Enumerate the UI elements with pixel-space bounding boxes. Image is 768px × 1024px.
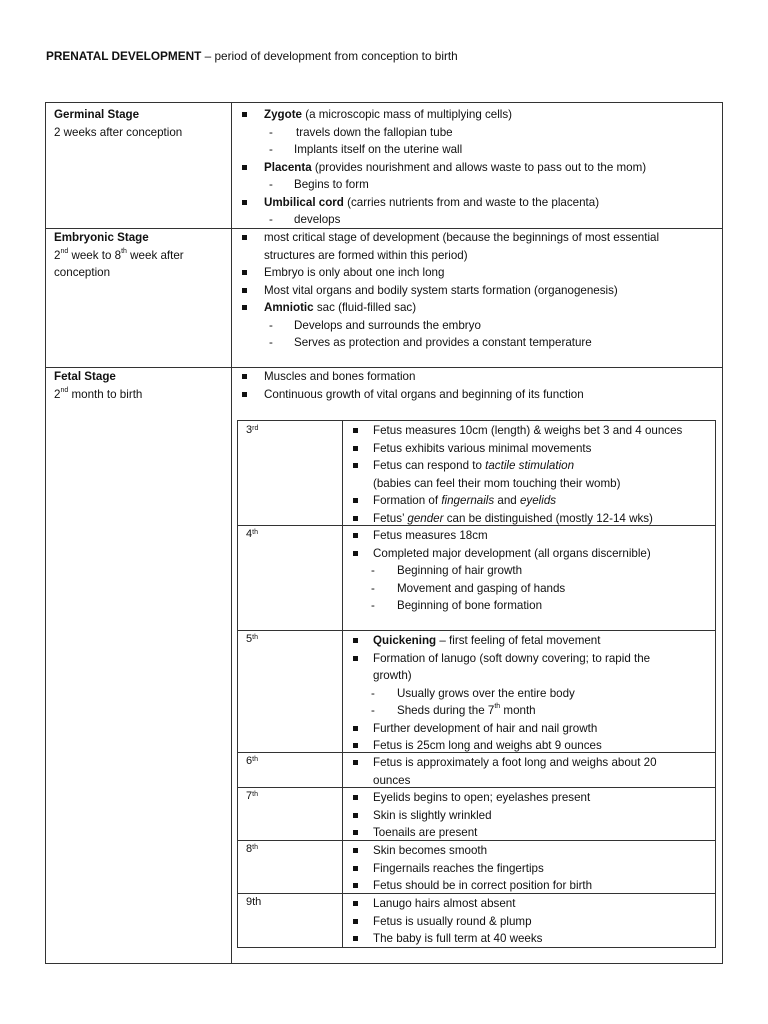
month-5-content <box>349 632 711 755</box>
bullet-icon <box>353 463 358 468</box>
list-item: - Movement and gasping of hands <box>349 580 711 598</box>
list-item: Fetus is 25cm long and weighs abt 9 ounces <box>349 737 711 755</box>
germinal-stage-content <box>242 106 712 229</box>
list-item-continuation: (babies can feel their mom touching their womb) <box>373 476 621 490</box>
list-item: - Implants itself on the uterine wall <box>242 141 712 159</box>
bullet-icon <box>353 901 358 906</box>
list-item: - travels down the fallopian tube <box>242 124 712 142</box>
bullet-icon <box>353 533 358 538</box>
list-item: Toenails are present <box>349 824 711 842</box>
bullet-icon <box>353 428 358 433</box>
embryonic-name: Embryonic Stage <box>54 231 149 244</box>
list-item: - develops <box>242 211 712 229</box>
list-item: most critical stage of development (because the beginnings of most essential <box>242 229 712 247</box>
bullet-icon <box>353 656 358 661</box>
list-item: Most vital organs and bodily system starts formation (organogenesis) <box>242 282 712 300</box>
title-bold: PRENATAL DEVELOPMENT <box>46 49 202 63</box>
list-item-continuation: ounces <box>373 773 411 787</box>
list-item: - Begins to form <box>242 176 712 194</box>
month-8-label: 8th <box>246 843 258 855</box>
list-item: Formation of fingernails and eyelids <box>349 492 711 510</box>
bullet-icon <box>242 288 247 293</box>
list-item: Continuous growth of vital organs and beginning of its function <box>242 386 712 404</box>
list-item: Zygote (a microscopic mass of multiplying cells) <box>242 106 712 124</box>
list-item: - Beginning of hair growth <box>349 562 711 580</box>
stages-table <box>45 102 723 964</box>
month-7-label: 7th <box>246 790 258 802</box>
list-item: Eyelids begins to open; eyelashes present <box>349 789 711 807</box>
list-item: Further development of hair and nail growth <box>349 720 711 738</box>
month-row-divider <box>238 630 715 631</box>
bullet-icon <box>353 883 358 888</box>
list-item: Fetus measures 10cm (length) & weighs bet 3 and 4 ounces <box>349 422 711 440</box>
document-title <box>46 49 458 63</box>
list-item: Skin becomes smooth <box>349 842 711 860</box>
bullet-icon <box>242 270 247 275</box>
list-item: Fetus measures 18cm <box>349 527 711 545</box>
list-item: Fingernails reaches the fingertips <box>349 860 711 878</box>
list-item: Formation of lanugo (soft downy covering; to rapid the <box>349 650 711 668</box>
list-item: - Usually grows over the entire body <box>349 685 711 703</box>
bullet-icon <box>242 235 247 240</box>
bullet-icon <box>353 813 358 818</box>
germinal-period: 2 weeks after conception <box>54 125 183 139</box>
list-item: Lanugo hairs almost absent <box>349 895 711 913</box>
list-item: - Develops and surrounds the embryo <box>242 317 712 335</box>
list-item: Fetus is approximately a foot long and weighs about 20 <box>349 754 711 772</box>
bullet-icon <box>242 392 247 397</box>
embryonic-period: 2nd week to 8th week after <box>54 247 184 262</box>
list-item: Quickening – first feeling of fetal movement <box>349 632 711 650</box>
bullet-icon <box>242 112 247 117</box>
month-9-content <box>349 895 711 948</box>
title-rest: – period of development from conception to birth <box>201 49 458 63</box>
month-7-content <box>349 789 711 842</box>
bullet-icon <box>353 830 358 835</box>
month-9-label: 9th <box>246 896 262 908</box>
month-4-content <box>349 527 711 615</box>
bullet-icon <box>242 305 247 310</box>
list-item: Fetus can respond to tactile stimulation <box>349 457 711 475</box>
germinal-stage-label <box>54 106 229 141</box>
month-6-content <box>349 754 711 789</box>
bullet-icon <box>353 795 358 800</box>
bullet-icon <box>353 638 358 643</box>
bullet-icon <box>353 760 358 765</box>
embryonic-stage-label: Embryonic Stage 2nd week to 8th week after conception <box>54 229 229 282</box>
bullet-icon <box>353 516 358 521</box>
list-item: Muscles and bones formation <box>242 368 712 386</box>
bullet-icon <box>353 498 358 503</box>
list-item: Amniotic sac (fluid-filled sac) <box>242 299 712 317</box>
fetal-stage-content <box>242 368 712 403</box>
month-3-content <box>349 422 711 527</box>
list-item-continuation: structures are formed within this period) <box>264 248 468 262</box>
bullet-icon <box>353 936 358 941</box>
month-6-label: 6th <box>246 755 258 767</box>
list-item: Completed major development (all organs discernible) <box>349 545 711 563</box>
month-3-label: 3rd <box>246 424 259 436</box>
list-item: Placenta (provides nourishment and allows waste to pass out to the mom) <box>242 159 712 177</box>
bullet-icon <box>353 726 358 731</box>
column-divider <box>231 103 232 963</box>
list-item: Embryo is only about one inch long <box>242 264 712 282</box>
bullet-icon <box>353 446 358 451</box>
month-4-label: 4th <box>246 528 258 540</box>
month-8-content <box>349 842 711 895</box>
list-item: Fetus is usually round & plump <box>349 913 711 931</box>
bullet-icon <box>353 919 358 924</box>
germinal-name: Germinal Stage <box>54 108 140 121</box>
bullet-icon <box>242 200 247 205</box>
fetal-period: 2nd month to birth <box>54 386 143 401</box>
list-item-continuation: growth) <box>373 669 412 682</box>
list-item: Fetus exhibits various minimal movements <box>349 440 711 458</box>
bullet-icon <box>242 374 247 379</box>
bullet-icon <box>353 866 358 871</box>
bullet-icon <box>242 165 247 170</box>
fetal-stage-label <box>54 368 229 403</box>
list-item: Fetus’ gender can be distinguished (mostly 12-14 wks) <box>349 510 711 528</box>
month-column-divider <box>342 421 343 947</box>
list-item: The baby is full term at 40 weeks <box>349 930 711 948</box>
fetal-months-table <box>237 420 716 948</box>
fetal-name: Fetal Stage <box>54 370 116 383</box>
list-item: - Sheds during the 7th month <box>349 702 711 720</box>
bullet-icon <box>353 743 358 748</box>
bullet-icon <box>353 848 358 853</box>
month-5-label: 5th <box>246 633 258 645</box>
list-item: Fetus should be in correct position for birth <box>349 877 711 895</box>
embryonic-stage-content <box>242 229 712 352</box>
list-item: Umbilical cord (carries nutrients from and waste to the placenta) <box>242 194 712 212</box>
list-item: - Beginning of bone formation <box>349 597 711 615</box>
list-item: Skin is slightly wrinkled <box>349 807 711 825</box>
list-item: - Serves as protection and provides a constant temperature <box>242 334 712 352</box>
bullet-icon <box>353 551 358 556</box>
